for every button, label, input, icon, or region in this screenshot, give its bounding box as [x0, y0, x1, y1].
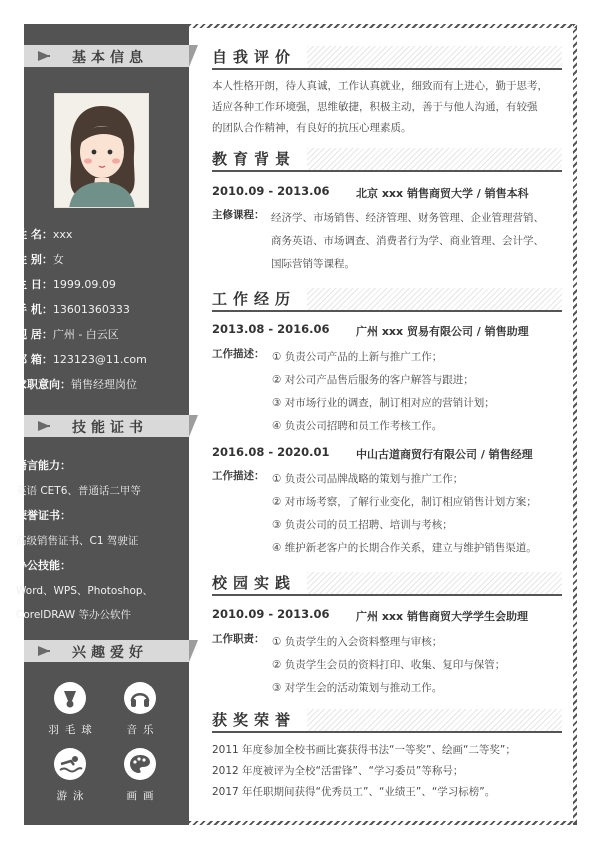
- hobby-swimming: 游泳: [40, 748, 100, 803]
- basic-info-header: 基本信息: [24, 45, 189, 67]
- skill-text-office-1: Word、WPS、Photoshop、: [16, 585, 154, 597]
- self-eval-text: 本人性格开朗，待人真诚，工作认真就业，细致而有上进心，勤于思考， 适应各种工作环境强，思维敏捷，积极主动，善于与他人沟通，有较强 的团队合作精神，有良好的抗压心理素质。: [212, 80, 548, 134]
- section-awards: 获奖荣誉: [212, 707, 562, 733]
- work-1-company: 广州 xxx 贸易有限公司 / 销售助理: [356, 325, 529, 338]
- swimming-icon: [54, 748, 86, 780]
- hobbies-header: 兴趣爱好: [24, 640, 189, 662]
- education-course-list: 经济学、市场销售、经济管理、财务管理、企业管理营销、 商务英语、市场调查、消费者行为学、商业管理、会计学、 国际营销等课程。: [271, 212, 544, 270]
- info-gender: 性 别：女: [16, 253, 64, 266]
- info-job-intent: 求职意向：销售经理岗位: [16, 378, 137, 391]
- frame-border-top: [189, 24, 577, 28]
- arrow-icon: [38, 421, 50, 431]
- work-1-date: 2013.08 - 2016.06: [212, 322, 330, 336]
- work-1-label: 工作描述：: [212, 348, 265, 360]
- work-1-items: ① 负责公司产品的上新与推广工作； ② 对公司产品售后服务的客户解答与跟进； ③ 对市场行业的调查，制订相对应的营销计划； ④ 负责公司招聘和员工作考核工作。: [272, 351, 495, 432]
- skill-label-language: 语言能力：: [16, 459, 71, 472]
- skill-text-language: 英语 CET6、普通话二甲等: [16, 485, 141, 497]
- arrow-icon: [38, 51, 50, 61]
- section-work: 工作经历: [212, 286, 562, 312]
- skill-label-office: 办公技能：: [16, 559, 71, 572]
- hobby-music: 音乐: [110, 682, 170, 737]
- section-self-eval: 自我评价: [212, 44, 562, 70]
- work-2-date: 2016.08 - 2020.01: [212, 445, 330, 459]
- info-phone: 手 机：13601360333: [16, 303, 130, 316]
- campus-label: 工作职责：: [212, 633, 265, 645]
- arrow-icon: [38, 646, 50, 656]
- education-courses: 主修课程：: [212, 209, 265, 221]
- hobby-painting: 画画: [110, 748, 170, 803]
- campus-items: ① 负责学生的入会资料整理与审核； ② 负责学生会员的资料打印、收集、复印与保管； ③ 对学生会的活动策划与推动工作。: [272, 636, 506, 694]
- skills-header: 技能证书: [24, 415, 189, 437]
- skill-text-honors: 高级销售证书、C1 驾驶证: [16, 535, 139, 547]
- skill-text-office-2: CorelDRAW 等办公软件: [16, 609, 132, 621]
- info-email: 邮 箱：123123@11.com: [16, 353, 147, 366]
- hobby-badminton: 羽毛球: [40, 682, 100, 737]
- work-2-label: 工作描述：: [212, 470, 265, 482]
- skill-label-honors: 荣誉证书：: [16, 509, 71, 522]
- campus-date: 2010.09 - 2013.06: [212, 607, 330, 621]
- campus-org: 广州 xxx 销售商贸大学学生会助理: [356, 610, 528, 623]
- awards-list: 2011 年度参加全校书画比赛获得书法“一等奖”、绘画“二等奖”； 2012 年度被评为全校“活雷锋”、“学习委员”等称号； 2017 年任职期间获得“优秀员工”、“业绩王”、“学习标榜”。: [212, 744, 516, 798]
- education-school: 北京 xxx 销售商贸大学 / 销售本科: [356, 187, 529, 200]
- avatar-illustration: [55, 94, 149, 208]
- badminton-icon: [54, 682, 86, 714]
- avatar: [54, 93, 149, 208]
- headphones-icon: [124, 682, 156, 714]
- section-campus: 校园实践: [212, 570, 562, 596]
- section-education: 教育背景: [212, 146, 562, 172]
- info-birthday: 生 日：1999.09.09: [16, 278, 116, 291]
- frame-border-bottom: [189, 821, 577, 825]
- work-2-company: 中山古道商贸行有限公司 / 销售经理: [356, 448, 533, 461]
- info-residence: 现 居：广州 - 白云区: [16, 328, 119, 341]
- education-date: 2010.09 - 2013.06: [212, 184, 330, 198]
- palette-icon: [124, 748, 156, 780]
- info-name: 姓 名：xxx: [16, 228, 73, 241]
- frame-border-right: [573, 24, 577, 825]
- work-2-items: ① 负责公司品牌战略的策划与推广工作； ② 对市场考察，了解行业变化，制订相应销售计划方案； ③ 负责公司的员工招聘、培训与考核； ④ 维护新老客户的长期合作关系，建立与维护销售渠道。: [272, 473, 537, 554]
